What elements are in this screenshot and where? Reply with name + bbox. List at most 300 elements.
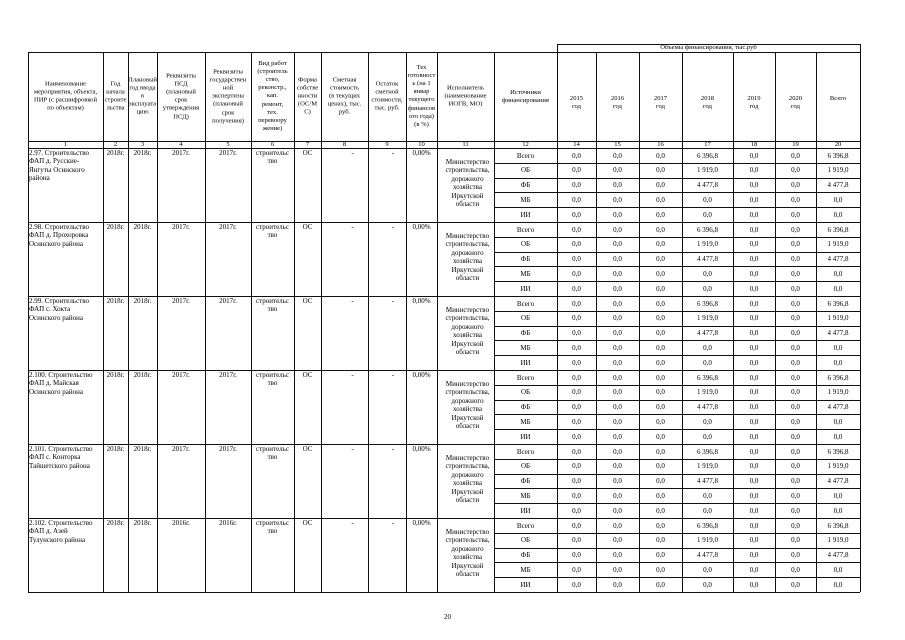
column-rule	[860, 44, 861, 52]
funding-value: 0,0	[572, 462, 581, 471]
header-year-0: 2015 год	[569, 94, 584, 110]
funding-value: 0,0	[791, 580, 800, 589]
object-planned-year: 2018г.	[133, 371, 152, 379]
object-remaining-cost: -	[391, 371, 395, 379]
funding-value: 0,0	[572, 269, 581, 278]
header-total: Всего	[829, 94, 847, 102]
funding-value: 0,0	[656, 536, 665, 545]
funding-value: 0,0	[791, 210, 800, 219]
funding-value: 0,0	[613, 284, 622, 293]
object-work-type: строительс тво	[256, 445, 289, 462]
header-year-1: 2016 год	[610, 94, 625, 110]
object-estimated-cost: -	[351, 519, 354, 527]
source-row-rule	[494, 577, 860, 578]
funding-value: 6 396,8	[827, 225, 849, 234]
object-work-type: строительс тво	[256, 149, 289, 166]
header-executor: Исполнитель (наименование ИОГВ, МО)	[444, 84, 487, 108]
object-planned-year: 2018г.	[133, 519, 152, 527]
funding-value: 0,0	[749, 403, 759, 412]
funding-value: 0,0	[656, 284, 665, 293]
funding-value: 0,0	[613, 491, 622, 500]
funding-value: 0,0	[749, 521, 759, 530]
header-year-2: 2017 год	[653, 94, 668, 110]
object-remaining-cost: -	[391, 445, 395, 453]
source-label: ФБ	[520, 551, 531, 560]
object-work-type: строительс тво	[256, 519, 289, 536]
object-name: 2.98. Строительство ФАП д. Прохоровка Осинского района	[29, 223, 89, 248]
object-remaining-cost: -	[391, 297, 395, 305]
object-estimated-cost: -	[351, 371, 354, 379]
funding-value: 6 396,8	[827, 447, 849, 456]
object-planned-year: 2018г.	[133, 445, 152, 453]
object-psd: 2017г.	[172, 149, 190, 157]
funding-value: 0,0	[749, 329, 759, 338]
funding-value: 0,0	[703, 565, 712, 574]
funding-value: 0,0	[572, 255, 581, 264]
column-rule	[406, 52, 407, 592]
column-number: 3	[140, 140, 145, 148]
column-rule	[775, 52, 776, 592]
funding-value: 0,0	[749, 284, 759, 293]
object-remaining-cost: -	[391, 223, 395, 231]
source-label: МБ	[520, 343, 531, 352]
funding-value: 0,0	[572, 447, 581, 456]
funding-value: 4 477,8	[827, 255, 849, 264]
funding-value: 0,0	[749, 506, 759, 515]
funding-value: 0,0	[572, 565, 581, 574]
source-label: МБ	[520, 565, 531, 574]
funding-value: 0,0	[703, 506, 712, 515]
source-label: Всего	[516, 373, 535, 382]
column-rule	[639, 52, 640, 592]
header-psd_details: Реквизиты ПСД (плановый срок утверждения ПСД)	[162, 71, 200, 120]
source-label: Всего	[516, 447, 535, 456]
funding-value: 0,0	[656, 565, 665, 574]
source-label: ОБ	[520, 166, 531, 175]
source-row-rule	[494, 311, 860, 312]
source-row-rule	[494, 192, 860, 193]
funding-value: 0,0	[572, 195, 581, 204]
funding-value: 0,0	[791, 565, 800, 574]
funding-value: 0,0	[791, 432, 800, 441]
funding-value: 0,0	[791, 388, 800, 397]
object-expertise: 2017г.	[219, 149, 237, 157]
funding-value: 0,0	[613, 447, 622, 456]
source-label: ФБ	[520, 403, 531, 412]
object-executor: Министерство строительства, дорожного хозяйства Иркутской области	[445, 454, 490, 505]
funding-value: 0,0	[572, 403, 581, 412]
column-rule	[733, 52, 734, 592]
source-row-rule	[494, 459, 860, 460]
funding-value: 0,0	[656, 181, 665, 190]
source-label: ОБ	[520, 462, 531, 471]
funding-value: 0,0	[613, 255, 622, 264]
column-rule	[294, 52, 295, 592]
column-number: 19	[792, 140, 799, 148]
object-bottom-rule	[28, 518, 860, 519]
funding-value: 0,0	[833, 284, 843, 293]
funding-value: 0,0	[613, 388, 622, 397]
funding-value: 0,0	[833, 269, 843, 278]
funding-value: 0,0	[613, 329, 622, 338]
funding-value: 0,0	[703, 195, 712, 204]
object-ownership: ОС	[302, 445, 313, 453]
column-number: 14	[573, 140, 580, 148]
column-number: 2	[113, 140, 118, 148]
funding-value: 0,0	[572, 373, 581, 382]
source-row-rule	[494, 562, 860, 563]
object-psd: 2017г.	[172, 223, 190, 231]
column-number: 10	[418, 140, 425, 148]
funding-value: 1 919,0	[827, 536, 849, 545]
funding-value: 6 396,8	[697, 225, 718, 234]
funding-value: 0,0	[749, 536, 759, 545]
object-start-year: 2018г.	[106, 149, 125, 157]
object-readiness: 0,00%	[412, 297, 431, 305]
object-expertise: 2017г.	[219, 297, 237, 305]
funding-value: 1 919,0	[697, 314, 718, 323]
object-bottom-rule	[28, 296, 860, 297]
funding-value: 0,0	[833, 580, 843, 589]
source-label: ОБ	[520, 314, 531, 323]
object-work-type: строительс тво	[256, 223, 289, 240]
header-year-5: 2020 год	[788, 94, 803, 110]
funding-value: 0,0	[791, 462, 800, 471]
funding-value: 4 477,8	[827, 329, 849, 338]
funding-value: 0,0	[791, 447, 800, 456]
funding-value: 0,0	[703, 491, 712, 500]
funding-value: 0,0	[613, 358, 622, 367]
object-psd: 2016г.	[172, 519, 190, 527]
funding-value: 0,0	[572, 506, 581, 515]
source-row-rule	[494, 429, 860, 430]
funding-value: 6 396,8	[697, 151, 718, 160]
funding-value: 0,0	[656, 388, 665, 397]
column-rule	[860, 44, 861, 592]
funding-value: 1 919,0	[697, 388, 718, 397]
page-number: 20	[444, 613, 451, 621]
funding-value: 0,0	[791, 551, 800, 560]
source-label: Всего	[516, 521, 535, 530]
column-rule	[682, 52, 683, 592]
funding-value: 0,0	[833, 491, 843, 500]
funding-value: 0,0	[613, 166, 622, 175]
funding-value: 0,0	[656, 329, 665, 338]
funding-value: 1 919,0	[697, 462, 718, 471]
funding-value: 0,0	[749, 195, 759, 204]
funding-value: 0,0	[613, 417, 622, 426]
funding-value: 4 477,8	[827, 403, 849, 412]
funding-value: 0,0	[572, 432, 581, 441]
funding-value: 0,0	[749, 358, 759, 367]
funding-value: 0,0	[791, 181, 800, 190]
funding-value: 0,0	[572, 580, 581, 589]
source-label: МБ	[520, 417, 531, 426]
funding-value: 0,0	[749, 181, 759, 190]
funding-value: 0,0	[791, 506, 800, 515]
header-expertise_details: Реквизиты государствен ной экспертизы (плановый срок получения)	[209, 67, 247, 125]
funding-value: 0,0	[749, 343, 759, 352]
funding-value: 0,0	[572, 284, 581, 293]
funding-value: 0,0	[613, 181, 622, 190]
funding-value: 0,0	[572, 417, 581, 426]
funding-value: 4 477,8	[697, 477, 718, 486]
column-rule	[816, 52, 817, 592]
object-psd: 2017г.	[172, 297, 190, 305]
funding-value: 0,0	[572, 343, 581, 352]
funding-value: 1 919,0	[697, 536, 718, 545]
funding-value: 0,0	[791, 491, 800, 500]
funding-value: 6 396,8	[827, 299, 849, 308]
source-row-rule	[494, 252, 860, 253]
funding-value: 0,0	[749, 417, 759, 426]
source-label: МБ	[520, 491, 531, 500]
funding-value: 0,0	[656, 269, 665, 278]
source-row-rule	[494, 281, 860, 282]
funding-value: 0,0	[656, 240, 665, 249]
funding-value: 0,0	[613, 403, 622, 412]
funding-value: 0,0	[656, 462, 665, 471]
source-row-rule	[494, 207, 860, 208]
funding-value: 0,0	[749, 580, 759, 589]
funding-value: 0,0	[656, 314, 665, 323]
object-planned-year: 2018г.	[133, 149, 152, 157]
object-estimated-cost: -	[351, 149, 354, 157]
funding-value: 0,0	[613, 521, 622, 530]
funding-value: 0,0	[749, 565, 759, 574]
column-rule	[205, 52, 206, 592]
source-label: ФБ	[520, 477, 531, 486]
object-start-year: 2018г.	[106, 519, 125, 527]
funding-value: 0,0	[703, 343, 712, 352]
column-rule	[128, 52, 129, 592]
source-label: ИИ	[520, 358, 531, 367]
funding-value: 0,0	[749, 210, 759, 219]
funding-value: 0,0	[791, 195, 800, 204]
source-label: ИИ	[520, 580, 531, 589]
funding-value: 6 396,8	[827, 151, 849, 160]
object-readiness: 0,00%	[412, 149, 431, 157]
funding-value: 0,0	[613, 151, 622, 160]
funding-value: 0,0	[703, 580, 712, 589]
funding-value: 0,0	[833, 210, 843, 219]
funding-value: 0,0	[572, 521, 581, 530]
column-rule	[157, 52, 158, 592]
funding-value: 6 396,8	[697, 373, 718, 382]
source-label: ИИ	[520, 432, 531, 441]
funding-value: 0,0	[613, 299, 622, 308]
funding-value: 0,0	[656, 417, 665, 426]
funding-value: 0,0	[791, 373, 800, 382]
funding-value: 0,0	[656, 477, 665, 486]
object-remaining-cost: -	[391, 149, 395, 157]
source-row-rule	[494, 533, 860, 534]
funding-value: 0,0	[749, 477, 759, 486]
funding-value: 0,0	[572, 166, 581, 175]
object-ownership: ОС	[302, 371, 313, 379]
funding-value: 4 477,8	[697, 255, 718, 264]
funding-value: 0,0	[833, 358, 843, 367]
column-number: 6	[270, 140, 275, 148]
funding-value: 0,0	[703, 210, 712, 219]
object-bottom-rule	[28, 370, 860, 371]
object-expertise: 2017г.	[219, 445, 237, 453]
funding-value: 4 477,8	[697, 329, 718, 338]
source-label: МБ	[520, 269, 531, 278]
object-start-year: 2018г.	[106, 371, 125, 379]
object-ownership: ОС	[302, 149, 313, 157]
source-label: ФБ	[520, 181, 531, 190]
column-number: 20	[834, 140, 842, 148]
column-number: 5	[226, 140, 230, 148]
funding-value: 0,0	[572, 551, 581, 560]
funding-value: 0,0	[613, 269, 622, 278]
source-label: ОБ	[520, 536, 531, 545]
header-bottom-rule	[28, 141, 860, 142]
object-planned-year: 2018г.	[133, 223, 152, 231]
funding-value: 0,0	[572, 536, 581, 545]
object-name: 2.100. Строительство ФАП д. Майская Осинского района	[29, 371, 93, 396]
funding-value: 0,0	[572, 329, 581, 338]
funding-value: 0,0	[656, 166, 665, 175]
source-row-rule	[494, 355, 860, 356]
funding-value: 6 396,8	[697, 521, 718, 530]
funding-value: 0,0	[613, 432, 622, 441]
funding-value: 0,0	[703, 417, 712, 426]
funding-value: 0,0	[613, 462, 622, 471]
funding-value: 0,0	[833, 343, 843, 352]
funding-value: 0,0	[749, 255, 759, 264]
object-remaining-cost: -	[391, 519, 395, 527]
source-label: ОБ	[520, 388, 531, 397]
funding-value: 0,0	[613, 343, 622, 352]
column-number: 11	[462, 140, 469, 148]
source-label: ОБ	[520, 240, 531, 249]
funding-value: 0,0	[656, 151, 665, 160]
source-row-rule	[494, 340, 860, 341]
source-row-rule	[494, 237, 860, 238]
funding-value: 0,0	[749, 388, 759, 397]
object-start-year: 2018г.	[106, 445, 125, 453]
funding-value: 0,0	[656, 299, 665, 308]
source-label: Всего	[516, 151, 535, 160]
funding-value: 0,0	[749, 462, 759, 471]
column-numbers-rule	[28, 148, 860, 149]
object-expertise: 2017г.	[219, 371, 237, 379]
funding-value: 0,0	[656, 403, 665, 412]
funding-value: 0,0	[833, 432, 843, 441]
source-label: Всего	[516, 225, 535, 234]
column-number: 18	[750, 140, 758, 148]
object-psd: 2017г.	[172, 445, 190, 453]
column-number: 4	[179, 140, 183, 148]
source-row-rule	[494, 400, 860, 401]
column-rule	[321, 52, 322, 592]
source-label: ФБ	[520, 329, 531, 338]
funding-value: 4 477,8	[827, 551, 849, 560]
funding-value: 0,0	[749, 373, 759, 382]
funding-value: 0,0	[572, 181, 581, 190]
funding-value: 0,0	[791, 166, 800, 175]
funding-value: 6 396,8	[697, 447, 718, 456]
funding-value: 6 396,8	[827, 521, 849, 530]
header-start_year: Год начала строите льства	[104, 80, 127, 112]
funding-value: 0,0	[791, 255, 800, 264]
funding-value: 0,0	[833, 417, 843, 426]
object-readiness: 0,00%	[412, 445, 431, 453]
object-name: 2.99. Строительство ФАП с. Хокта Осинского района	[29, 297, 89, 322]
source-row-rule	[494, 266, 860, 267]
funding-value: 0,0	[749, 269, 759, 278]
funding-value: 0,0	[656, 255, 665, 264]
object-executor: Министерство строительства, дорожного хозяйства Иркутской области	[445, 232, 490, 283]
funding-value: 0,0	[791, 314, 800, 323]
funding-value: 0,0	[703, 432, 712, 441]
funding-value: 0,0	[613, 240, 622, 249]
funding-value: 0,0	[613, 551, 622, 560]
funding-group-rule	[557, 52, 860, 53]
funding-value: 0,0	[613, 536, 622, 545]
funding-value: 0,0	[613, 477, 622, 486]
funding-value: 4 477,8	[697, 403, 718, 412]
column-number: 17	[704, 140, 711, 148]
object-name: 2.101. Строительство ФАП с. Конторка Тайшетского района	[29, 445, 93, 470]
funding-value: 0,0	[656, 373, 665, 382]
funding-value: 0,0	[613, 506, 622, 515]
column-rule	[368, 52, 369, 592]
object-start-year: 2018г.	[106, 297, 125, 305]
header-year-4: 2019 год	[747, 94, 761, 110]
object-start-year: 2018г.	[106, 223, 125, 231]
object-estimated-cost: -	[351, 297, 354, 305]
source-row-rule	[494, 385, 860, 386]
object-readiness: 0,00%	[412, 223, 431, 231]
source-row-rule	[494, 326, 860, 327]
column-number: 8	[342, 140, 347, 148]
object-expertise: 2017г.	[219, 223, 237, 231]
funding-value: 0,0	[833, 565, 843, 574]
header-work_type: Вид работ (строитель ство, реконстр., кап. ремонт, тех. перевоору жение)	[257, 59, 288, 133]
funding-value: 0,0	[791, 284, 800, 293]
header-remaining_cost: Остаток сметной стоимости, тыс. руб.	[371, 80, 403, 112]
funding-value: 0,0	[656, 551, 665, 560]
funding-value: 0,0	[613, 314, 622, 323]
column-number: 1	[63, 140, 68, 148]
column-number: 15	[614, 140, 621, 148]
funding-value: 0,0	[656, 447, 665, 456]
funding-value: 0,0	[613, 225, 622, 234]
funding-value: 0,0	[572, 358, 581, 367]
source-row-rule	[494, 163, 860, 164]
funding-value: 0,0	[833, 195, 843, 204]
funding-value: 0,0	[703, 284, 712, 293]
object-name: 2.97. Строительство ФАП д. Русские- Янгуты Осинского района	[29, 149, 89, 183]
funding-value: 0,0	[572, 210, 581, 219]
object-planned-year: 2018г.	[133, 297, 152, 305]
header-ownership: Форма собстве нности (ОС/М С)	[296, 75, 319, 116]
funding-value: 4 477,8	[697, 551, 718, 560]
funding-value: 4 477,8	[827, 477, 849, 486]
column-rule	[251, 52, 252, 592]
source-row-rule	[494, 503, 860, 504]
column-rule	[103, 52, 104, 592]
header-planned_year: Плановый год ввода в эксплуата цию	[128, 75, 157, 116]
funding-value: 0,0	[656, 225, 665, 234]
header-estimated_cost: Сметная стоимость (в текущих ценах), тыс. руб.	[327, 75, 362, 116]
funding-value: 0,0	[791, 225, 800, 234]
source-row-rule	[494, 178, 860, 179]
object-bottom-rule	[28, 222, 860, 223]
